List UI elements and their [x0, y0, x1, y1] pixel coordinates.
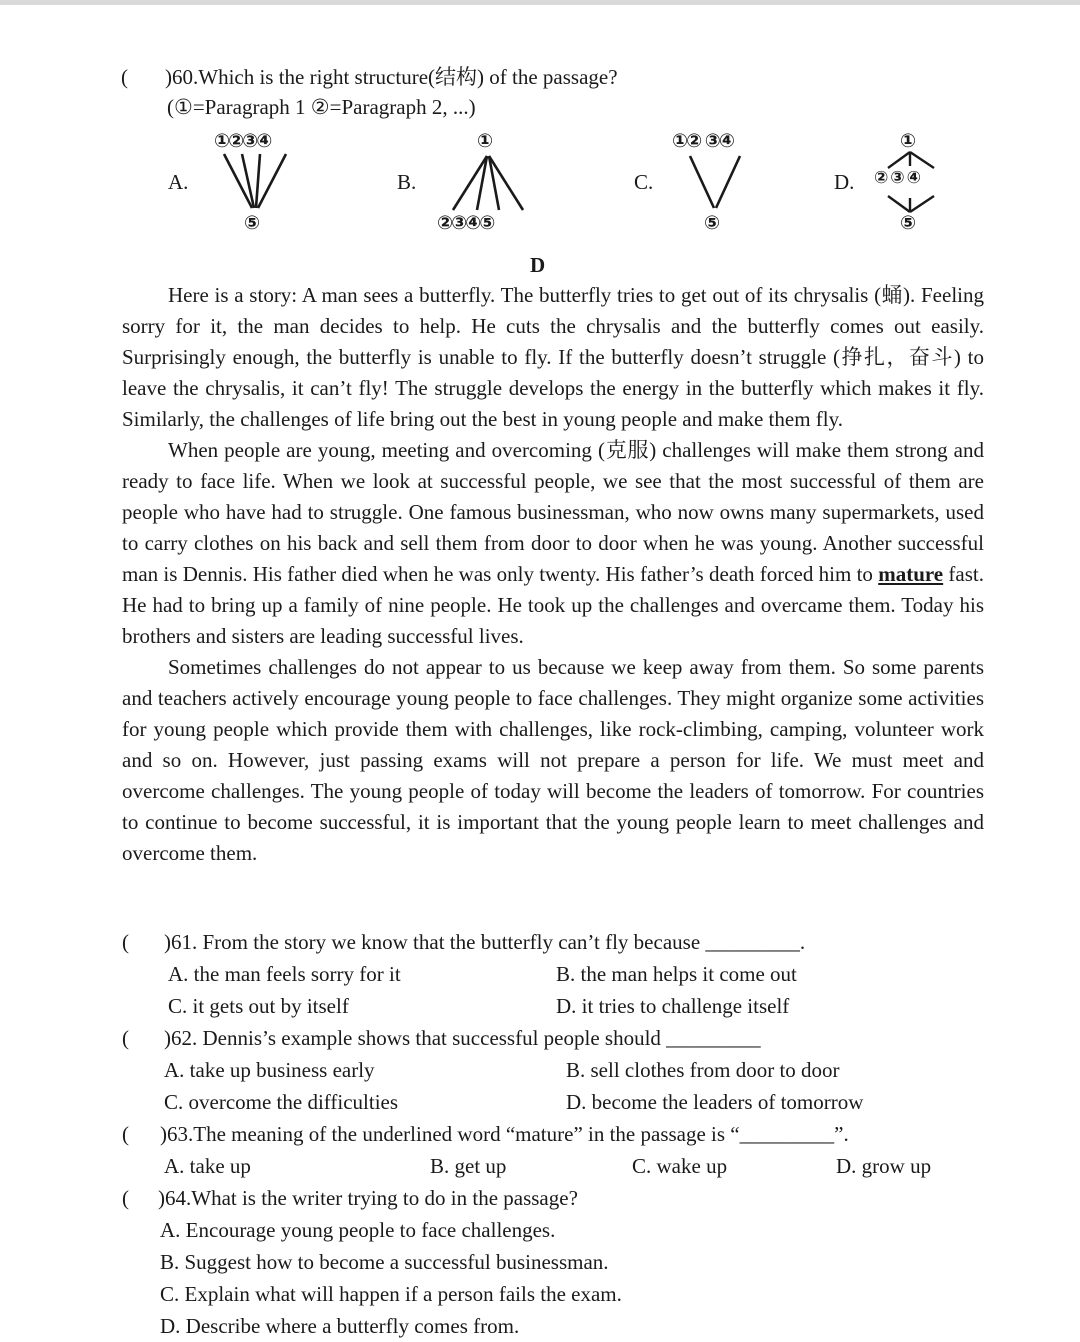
paragraph-2 — [122, 435, 984, 652]
options-row — [118, 990, 998, 1022]
diagram-bottom-nodes: ②③④⑤ — [437, 212, 494, 234]
option-a: A. the man feels sorry for it — [168, 962, 401, 986]
option-a: A. take up business early — [164, 1058, 375, 1082]
question-stem: )62. Dennis’s example shows that successful people should _________ — [164, 1026, 761, 1050]
option-b: B. get up — [430, 1154, 507, 1178]
answer-paren: ( — [121, 65, 128, 89]
section-label: D — [530, 253, 546, 277]
underlined-word: mature — [878, 562, 944, 586]
diverging-lines — [443, 152, 543, 212]
option-row — [118, 1214, 998, 1246]
answer-paren: ( — [122, 1122, 129, 1146]
diagram-bottom-node: ⑤ — [244, 212, 259, 234]
structure-option-a — [168, 130, 328, 236]
option-a: A. Encourage young people to face challenges. — [160, 1218, 556, 1242]
option-c: C. it gets out by itself — [168, 994, 349, 1018]
structure-option-c — [634, 130, 794, 236]
reading-passage — [122, 280, 984, 869]
option-letter: B. — [397, 170, 417, 194]
option-row — [118, 1310, 998, 1342]
options-row — [118, 1150, 998, 1182]
diagram-bottom-node: ⑤ — [704, 212, 719, 234]
v-lines — [680, 152, 780, 212]
converging-lines — [214, 152, 314, 212]
option-d: D. Describe where a butterfly comes from. — [160, 1314, 520, 1338]
question-stem: )63.The meaning of the underlined word “mature” in the passage is “_________”. — [160, 1122, 849, 1146]
options-row — [118, 958, 998, 990]
option-row — [118, 1246, 998, 1278]
structure-option-b — [397, 130, 557, 236]
diagram-bottom-node: ⑤ — [900, 212, 915, 234]
question-stem: )61. From the story we know that the butterfly can’t fly because _________. — [164, 930, 806, 954]
option-c: C. Explain what will happen if a person fails the exam. — [160, 1282, 622, 1306]
options-row — [118, 1086, 998, 1118]
option-d: D. grow up — [836, 1154, 932, 1178]
question-62 — [118, 1022, 998, 1054]
option-d: D. it tries to challenge itself — [556, 994, 790, 1018]
top-edge — [0, 0, 1080, 5]
option-row — [118, 1278, 998, 1310]
paragraph-1: Here is a story: A man sees a butterfly. The butterfly tries to get out of its chrysalis (蛹). Feeling sorry for it, the man decides to help. He cuts the chrysalis and the butterfly comes out easily. Surprisingly enough, the butterfly is unable to fly. If the butterfly doesn’t struggle (挣扎，奋斗) to leave the chrysalis, it can’t fly! The struggle develops the energy in the butterfly which makes it fly. Similarly, the challenges of life bring out the best in young people and make them fly. — [122, 283, 984, 431]
answer-paren: ( — [122, 930, 129, 954]
diagram-top-node: ① — [477, 130, 492, 152]
option-a: A. take up — [164, 1154, 251, 1178]
diagram-top-node: ① — [900, 130, 915, 152]
question-list — [118, 926, 998, 1342]
option-b: B. the man helps it come out — [556, 962, 797, 986]
diagram-top-nodes: ①② ③④ — [672, 130, 733, 152]
question-60 — [121, 62, 618, 122]
question-60-stem: )60.Which is the right structure(结构) of the passage? — [165, 65, 618, 89]
structure-option-d — [834, 130, 964, 236]
question-63 — [118, 1118, 998, 1150]
question-64 — [118, 1182, 998, 1214]
option-b: B. sell clothes from door to door — [566, 1058, 840, 1082]
paragraph-3: Sometimes challenges do not appear to us because we keep away from them. So some parents and teachers actively encourage young people to face challenges. They might organize some activities for young people which provide them with challenges, like rock-climbing, camping, volunteer work and so on. However, just passing exams will not prepare a person for life. We must meet and overcome challenges. The young people of today will become the leaders of tomorrow. For countries to continue to become successful, it is important that the young people learn to meet challenges and overcome them. — [122, 655, 984, 865]
paragraph-2-after: fast. He had to bring up a family of nine people. He took up the challenges and overcame them. Today his brothers and sisters are leading successful lives. — [122, 562, 984, 648]
options-row — [118, 1054, 998, 1086]
answer-paren: ( — [122, 1186, 129, 1210]
option-letter: C. — [634, 170, 654, 194]
option-letter: A. — [168, 170, 189, 194]
option-c: C. overcome the difficulties — [164, 1090, 399, 1114]
question-60-legend: (①=Paragraph 1 ②=Paragraph 2, ...) — [167, 95, 476, 119]
question-61 — [118, 926, 998, 958]
option-d: D. become the leaders of tomorrow — [566, 1090, 864, 1114]
option-b: B. Suggest how to become a successful businessman. — [160, 1250, 609, 1274]
paragraph-2-before: When people are young, meeting and overcoming (克服) challenges will make them strong and ready to face life. When we look at successful people, we see that the most successful of them are people who have had to struggle. One famous businessman, who now owns many supermarkets, used to carry clothes on his back and sell them from door to door when he was young. Another successful man is Dennis. His father died when he was only twenty. His father’s death forced him to — [122, 438, 984, 586]
diagram-middle-nodes: ② ③ ④ — [874, 168, 920, 188]
question-stem: )64.What is the writer trying to do in the passage? — [158, 1186, 578, 1210]
option-c: C. wake up — [632, 1154, 728, 1178]
option-letter: D. — [834, 170, 855, 194]
answer-paren: ( — [122, 1026, 129, 1050]
diagram-top-nodes: ①②③④ — [214, 130, 271, 152]
